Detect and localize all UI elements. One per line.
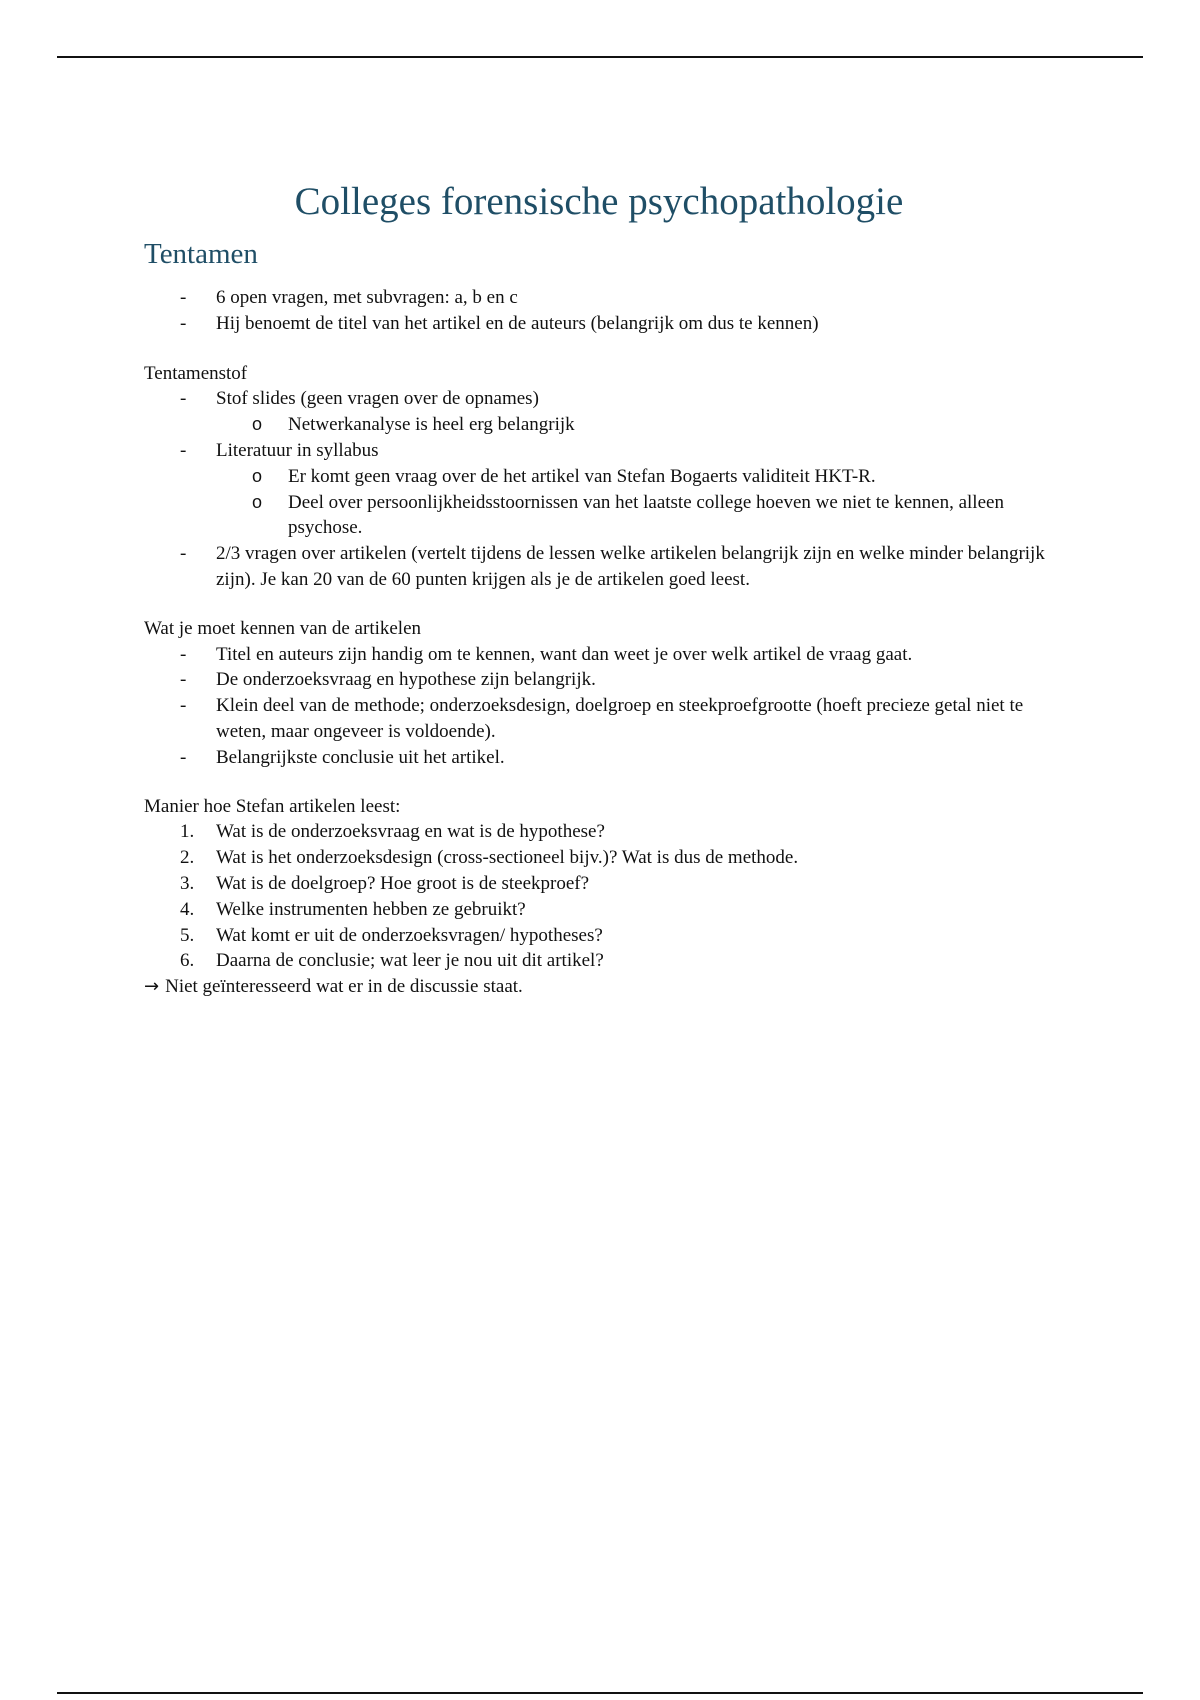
numbered-item-text: Wat komt er uit de onderzoeksvragen/ hypotheses? [216, 924, 603, 946]
list-item-text: Stof slides (geen vragen over de opnames) [216, 388, 539, 410]
list-item [144, 386, 1064, 412]
tentamenstof-list [144, 386, 1064, 592]
sub-list-item [144, 490, 1064, 542]
sub-list-item [144, 464, 1064, 490]
dash-bullet: - [180, 643, 187, 665]
list-item-text: 2/3 vragen over artikelen (vertelt tijdens de lessen welke artikelen belangrijk zijn en welke minder belangrijk zijn). Je kan 20 van de 60 punten krijgen als je de artikelen goed leest. [216, 543, 1045, 590]
list-item [144, 667, 1064, 693]
numbered-item-text: Daarna de conclusie; wat leer je nou uit dit artikel? [216, 950, 604, 972]
list-item-text: Titel en auteurs zijn handig om te kennen, want dan weet je over welk artikel de vraag gaat. [216, 643, 913, 665]
dash-bullet: - [180, 439, 187, 461]
sub-list-item [144, 412, 1064, 438]
numbered-item [144, 948, 1064, 974]
list-item [144, 311, 1064, 337]
circle-bullet: o [252, 465, 263, 486]
numbered-item [144, 819, 1064, 845]
list-number: 6. [180, 950, 195, 972]
sub-list-item-text: Er komt geen vraag over de het artikel van Stefan Bogaerts validiteit HKT-R. [288, 465, 876, 487]
list-item [144, 693, 1064, 745]
right-arrow-icon: → [144, 976, 160, 998]
numbered-item-text: Wat is de onderzoeksvraag en wat is de hypothese? [216, 821, 605, 843]
page-title: Colleges forensische psychopathologie [294, 180, 904, 223]
sub-list-item-text: Deel over persoonlijkheidsstoornissen van het laatste college hoeven we niet te kennen, alleen psychose. [288, 491, 1004, 539]
list-item [144, 745, 1064, 771]
list-number: 3. [180, 872, 195, 894]
circle-bullet: o [252, 491, 263, 512]
numbered-item [144, 845, 1064, 871]
list-item-text: Klein deel van de methode; onderzoeksdesign, doelgroep en steekproefgrootte (hoeft precieze getal niet te weten, maar ongeveer is voldoende). [216, 695, 1024, 742]
dash-bullet: - [180, 746, 187, 768]
numbered-item-text: Welke instrumenten hebben ze gebruikt? [216, 898, 526, 920]
dash-bullet: - [180, 669, 187, 691]
list-item [144, 438, 1064, 464]
list-number: 1. [180, 821, 195, 843]
numbered-item-text: Wat is de doelgroep? Hoe groot is de steekproef? [216, 872, 590, 894]
list-item-text: Belangrijkste conclusie uit het artikel. [216, 746, 505, 768]
numbered-item-text: Wat is het onderzoeksdesign (cross-sectioneel bijv.)? Wat is dus de methode. [216, 847, 799, 869]
manier-label: Manier hoe Stefan artikelen leest: [144, 795, 401, 817]
bottom-rule [57, 1692, 1143, 1694]
list-item [144, 541, 1064, 593]
dash-bullet: - [180, 312, 187, 334]
list-number: 5. [180, 924, 195, 946]
list-item-text: 6 open vragen, met subvragen: a, b en c [216, 287, 518, 308]
kennen-label: Wat je moet kennen van de artikelen [144, 617, 422, 639]
section-manier [144, 794, 1064, 1000]
top-rule [57, 56, 1143, 58]
manier-list [144, 819, 1064, 974]
sub-list-item-text: Netwerkanalyse is heel erg belangrijk [288, 414, 575, 436]
tentamen-list [144, 285, 1064, 337]
tentamenstof-label: Tentamenstof [144, 362, 248, 384]
dash-bullet: - [180, 388, 187, 410]
section-heading-tentamen: Tentamen [144, 238, 258, 270]
list-number: 4. [180, 898, 195, 920]
list-item-text: Hij benoemt de titel van het artikel en de auteurs (belangrijk om dus te kennen) [216, 312, 819, 334]
kennen-list [144, 642, 1064, 771]
document-body [144, 175, 1064, 1000]
conclusion-note-text: Niet geïnteresseerd wat er in de discussie staat. [165, 976, 523, 998]
circle-bullet: o [252, 414, 263, 435]
list-item [144, 285, 1064, 311]
numbered-item [144, 897, 1064, 923]
section-tentamenstof [144, 361, 1064, 593]
list-item [144, 642, 1064, 668]
conclusion-note [144, 974, 1064, 1000]
numbered-item [144, 871, 1064, 897]
list-item-text: De onderzoeksvraag en hypothese zijn belangrijk. [216, 669, 596, 691]
section-wat-je-moet-kennen [144, 616, 1064, 771]
list-number: 2. [180, 847, 195, 869]
dash-bullet: - [180, 695, 187, 717]
numbered-item [144, 923, 1064, 949]
list-item-text: Literatuur in syllabus [216, 439, 379, 461]
dash-bullet: - [180, 543, 187, 565]
dash-bullet: - [180, 287, 187, 308]
